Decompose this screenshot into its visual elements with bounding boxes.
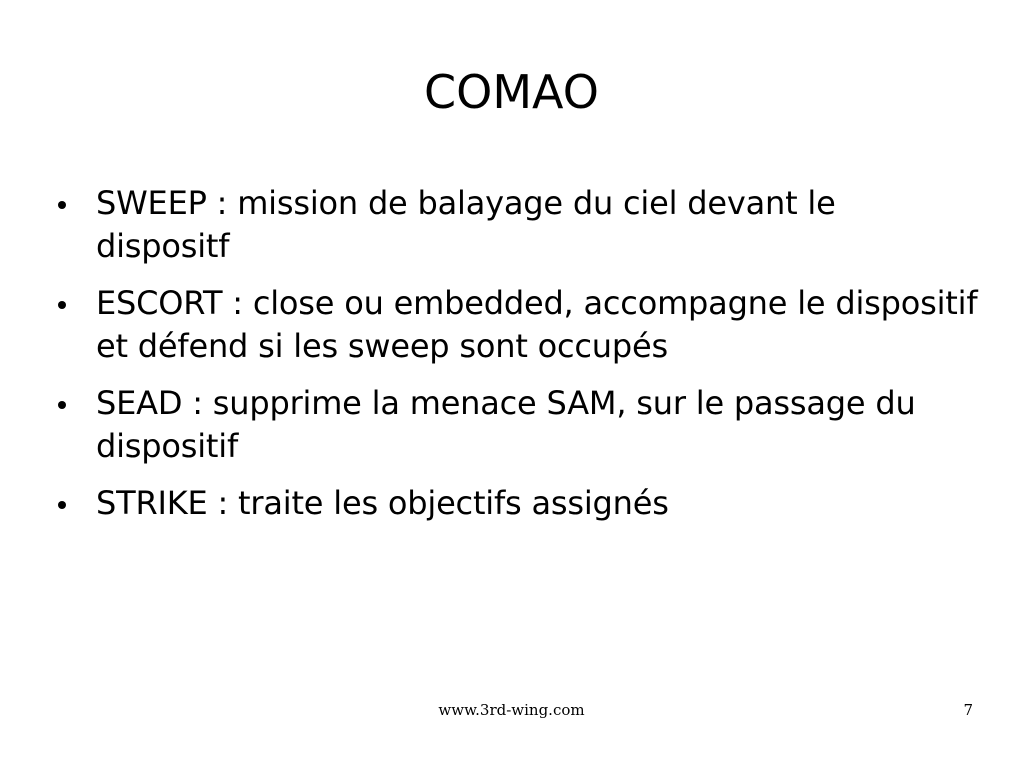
footer-url: www.3rd-wing.com bbox=[438, 701, 585, 719]
bullet-text: ESCORT : close ou embedded, accompagne le dispositif et défend si les sweep sont occupés bbox=[96, 284, 978, 365]
bullet-icon bbox=[58, 201, 66, 209]
bullet-text: STRIKE : traite les objectifs assignés bbox=[96, 484, 669, 522]
bullet-item bbox=[58, 482, 978, 525]
bullet-icon bbox=[58, 401, 66, 409]
bullet-icon bbox=[58, 501, 66, 509]
bullet-text: SWEEP : mission de balayage du ciel devant le dispositf bbox=[96, 184, 836, 265]
bullet-icon bbox=[58, 301, 66, 309]
bullet-item bbox=[58, 282, 978, 368]
page-number: 7 bbox=[963, 701, 973, 719]
bullet-list bbox=[58, 182, 978, 539]
bullet-text: SEAD : supprime la menace SAM, sur le passage du dispositif bbox=[96, 384, 916, 465]
bullet-item bbox=[58, 382, 978, 468]
slide-title: COMAO bbox=[424, 65, 599, 119]
bullet-item bbox=[58, 182, 978, 268]
